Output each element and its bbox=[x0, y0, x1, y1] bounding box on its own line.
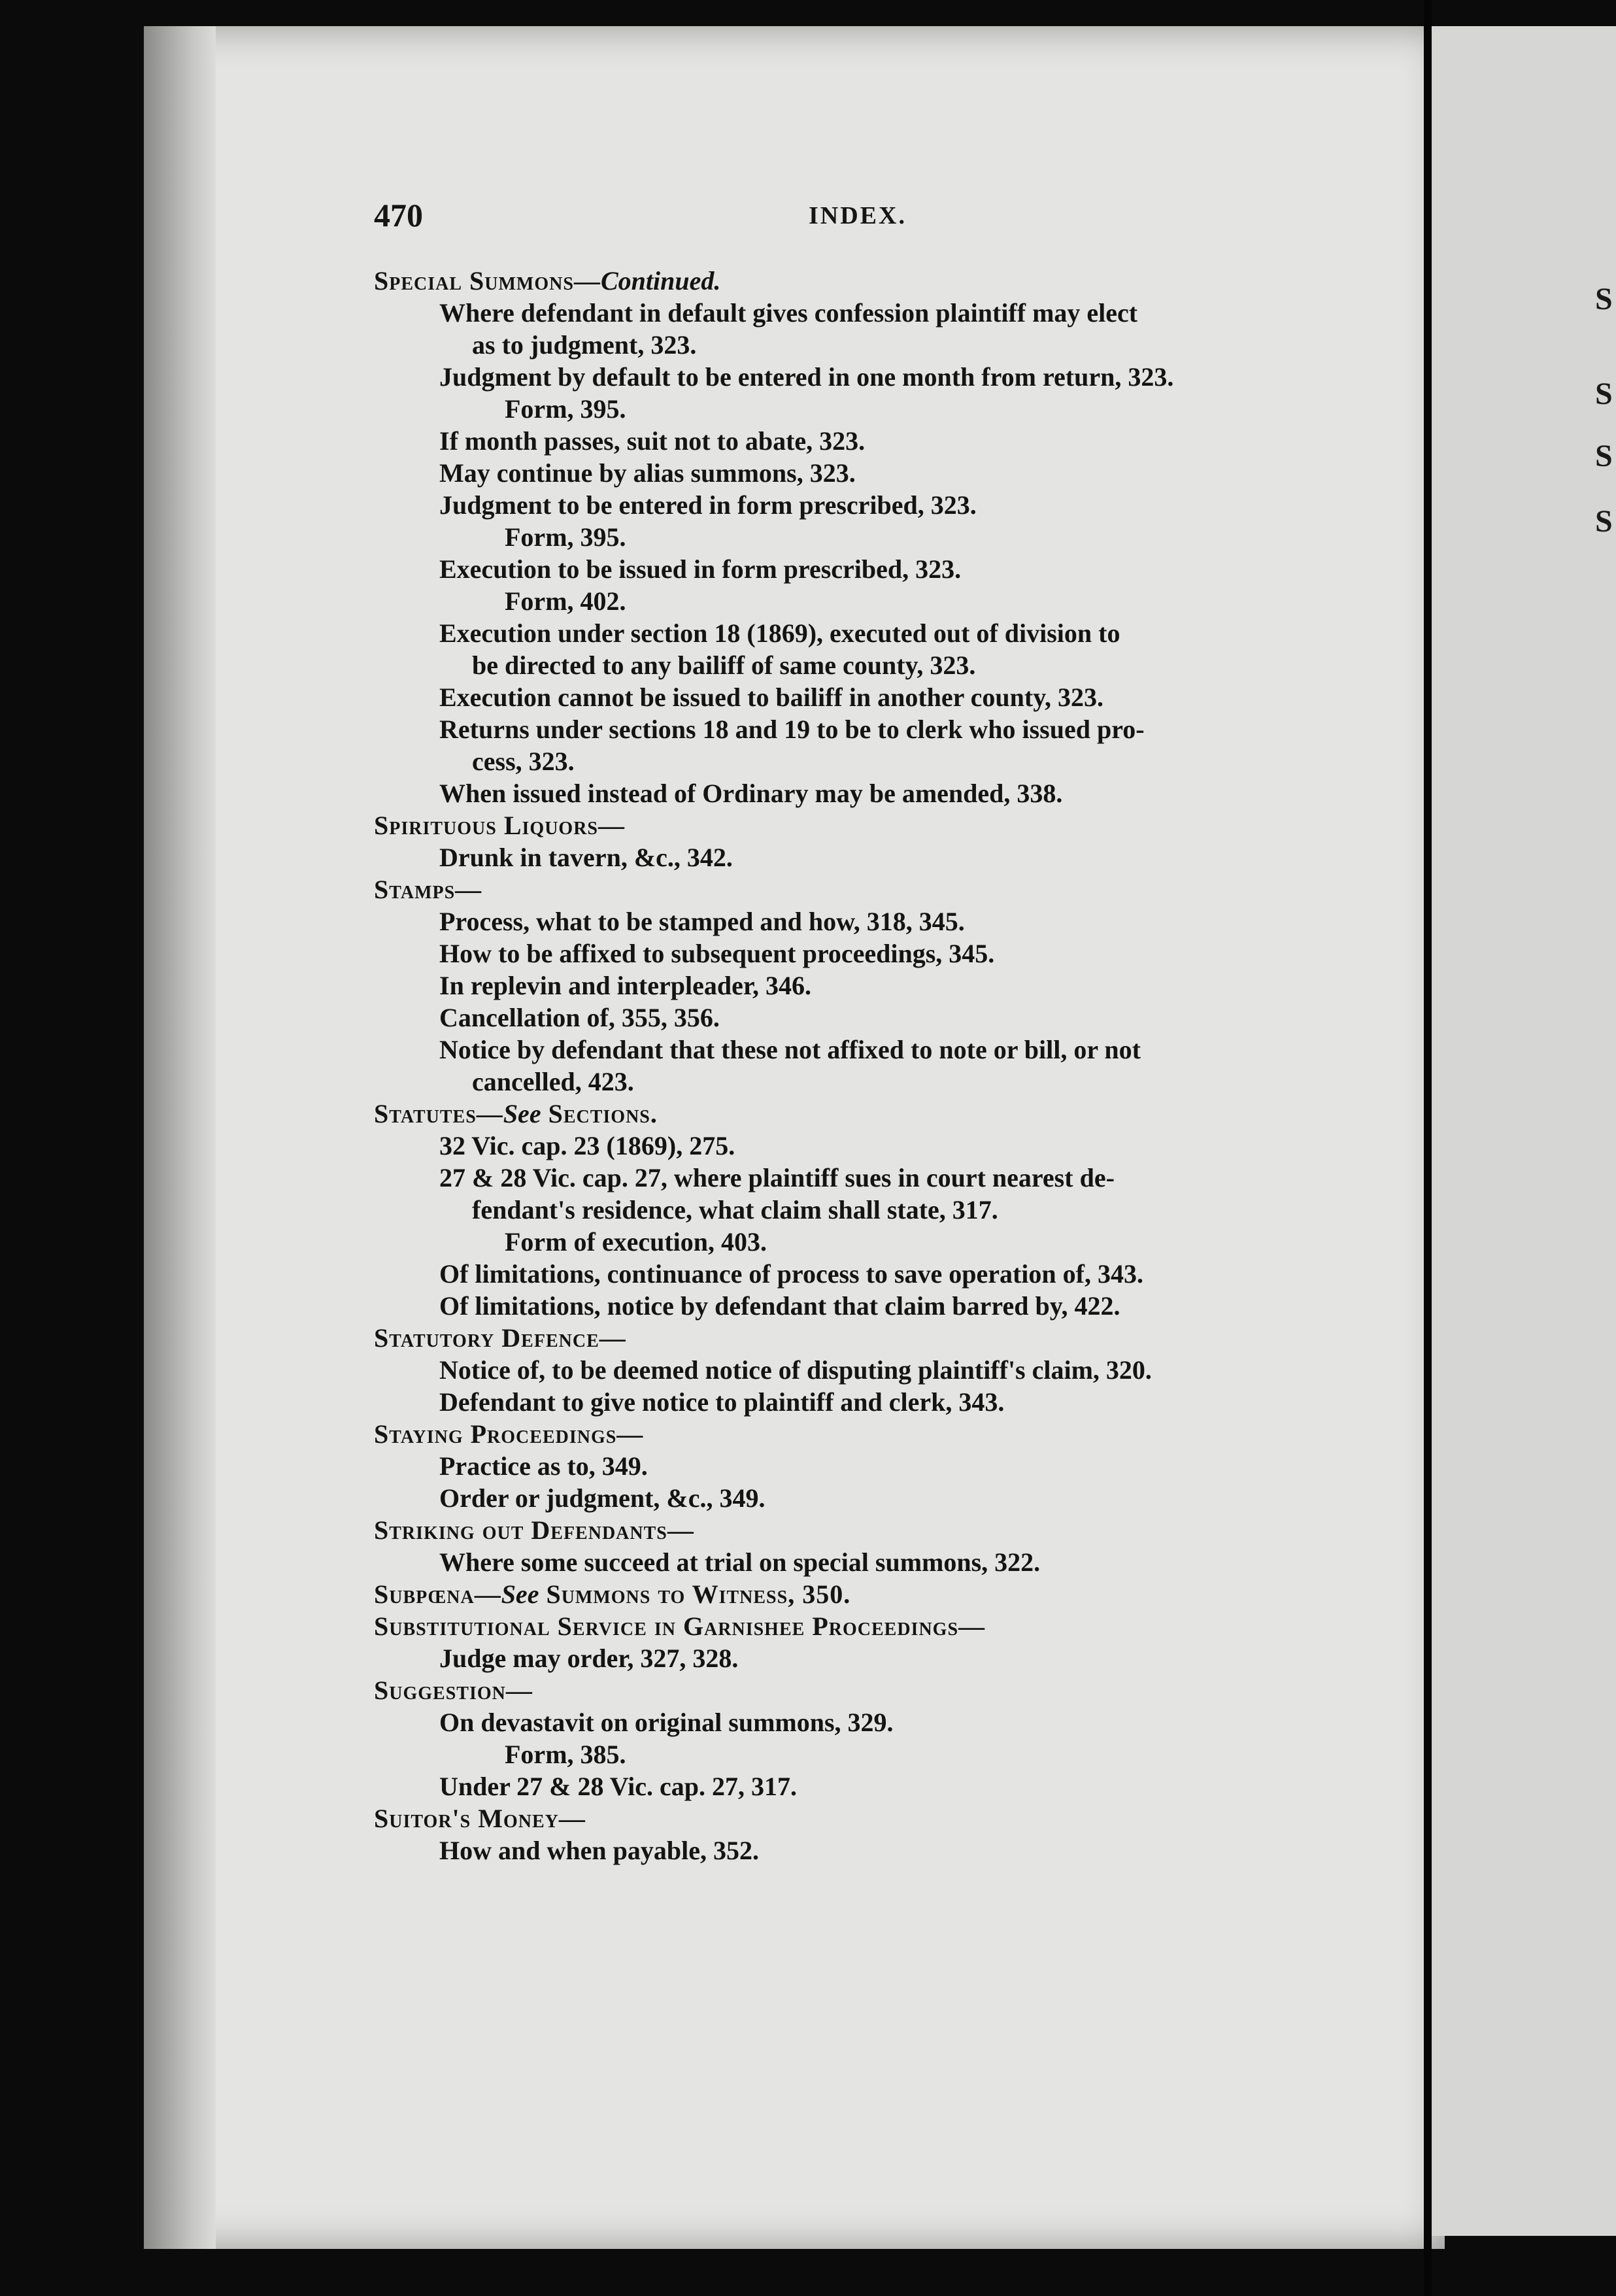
index-subentry bbox=[374, 905, 1341, 937]
index-subentry bbox=[374, 841, 1341, 873]
facing-page-strip bbox=[1432, 26, 1616, 2236]
heading-cross-reference: Sections. bbox=[541, 1099, 658, 1128]
facing-page-letter: S bbox=[1595, 377, 1613, 411]
entry-line: In replevin and interpleader, 346. bbox=[439, 971, 811, 1000]
facing-page-letter: S bbox=[1595, 282, 1613, 316]
entry-line: Order or judgment, &c., 349. bbox=[439, 1483, 766, 1513]
index-heading bbox=[374, 873, 1341, 905]
index-entries bbox=[374, 265, 1341, 1866]
index-heading bbox=[374, 809, 1341, 841]
entry-line: Process, what to be stamped and how, 318, 345. bbox=[439, 907, 965, 936]
facing-page-letter: S bbox=[1595, 504, 1613, 539]
entry-continuation-line: fendant's residence, what claim shall state, 317. bbox=[472, 1195, 998, 1224]
heading-italic: See bbox=[503, 1099, 541, 1128]
entry-line: Execution cannot be issued to bailiff in another county, 323. bbox=[439, 683, 1104, 712]
index-form-reference bbox=[374, 393, 1341, 425]
entry-line: Where some succeed at trial on special summons, 322. bbox=[439, 1547, 1041, 1577]
index-heading bbox=[374, 1322, 1341, 1354]
index-subentry bbox=[374, 777, 1341, 809]
entry-line: Form of execution, 403. bbox=[505, 1227, 767, 1257]
index-subentry bbox=[374, 457, 1341, 489]
index-subentry bbox=[374, 553, 1341, 585]
entry-line: Practice as to, 349. bbox=[439, 1451, 648, 1481]
index-subentry bbox=[374, 1290, 1341, 1322]
entry-line: Form, 402. bbox=[505, 586, 626, 616]
page-gutter bbox=[144, 26, 216, 2249]
entry-line: 27 & 28 Vic. cap. 27, where plaintiff sues in court nearest de- bbox=[439, 1163, 1115, 1192]
page-header bbox=[374, 196, 1335, 235]
heading-text: Statutory Defence— bbox=[374, 1323, 626, 1353]
index-subentry bbox=[374, 713, 1341, 777]
entry-line: Execution under section 18 (1869), executed out of division to bbox=[439, 618, 1120, 648]
entry-line: Returns under sections 18 and 19 to be to clerk who issued pro- bbox=[439, 715, 1145, 744]
index-form-reference bbox=[374, 521, 1341, 553]
entry-line: Judgment to be entered in form prescribed, 323. bbox=[439, 490, 977, 520]
index-heading bbox=[374, 1578, 1341, 1610]
entry-line: Drunk in tavern, &c., 342. bbox=[439, 843, 733, 872]
entry-line: Judgment by default to be entered in one month from return, 323. bbox=[439, 362, 1174, 392]
index-subentry bbox=[374, 1354, 1341, 1386]
index-subentry bbox=[374, 970, 1341, 1002]
entry-continuation-line: be directed to any bailiff of same county, 323. bbox=[472, 650, 976, 680]
entry-line: Judge may order, 327, 328. bbox=[439, 1644, 739, 1673]
entry-line: Where defendant in default gives confession plaintiff may elect bbox=[439, 298, 1138, 328]
index-subentry bbox=[374, 361, 1341, 393]
entry-line: When issued instead of Ordinary may be amended, 338. bbox=[439, 779, 1063, 808]
index-subentry bbox=[374, 1162, 1341, 1226]
index-heading bbox=[374, 1098, 1341, 1130]
entry-line: How to be affixed to subsequent proceedings, 345. bbox=[439, 939, 995, 968]
index-subentry bbox=[374, 297, 1341, 361]
index-subentry bbox=[374, 1706, 1341, 1738]
heading-text: Substitutional Service in Garnishee Proceedings— bbox=[374, 1612, 986, 1641]
index-heading bbox=[374, 265, 1341, 297]
index-subentry bbox=[374, 489, 1341, 521]
index-heading bbox=[374, 1802, 1341, 1834]
entry-line: How and when payable, 352. bbox=[439, 1836, 759, 1865]
entry-line: Form, 395. bbox=[505, 522, 626, 552]
entry-line: Of limitations, continuance of process to save operation of, 343. bbox=[439, 1259, 1143, 1289]
index-subentry bbox=[374, 1642, 1341, 1674]
page-number: 470 bbox=[374, 197, 423, 233]
running-head: INDEX. bbox=[809, 202, 907, 229]
index-subentry bbox=[374, 617, 1341, 681]
entry-line: If month passes, suit not to abate, 323. bbox=[439, 426, 866, 456]
entry-line: Form, 395. bbox=[505, 394, 626, 424]
entry-continuation-line: cess, 323. bbox=[472, 747, 575, 776]
heading-italic: See bbox=[501, 1579, 539, 1609]
index-subentry bbox=[374, 1834, 1341, 1866]
heading-text: Statutes— bbox=[374, 1099, 503, 1128]
entry-line: Form, 385. bbox=[505, 1740, 626, 1769]
index-heading bbox=[374, 1610, 1341, 1642]
heading-text: Subpœna— bbox=[374, 1579, 501, 1609]
heading-text: Spirituous Liquors— bbox=[374, 811, 625, 840]
heading-cross-reference: Summons to Witness, 350. bbox=[539, 1579, 851, 1609]
index-subentry bbox=[374, 1386, 1341, 1418]
entry-line: Defendant to give notice to plaintiff and clerk, 343. bbox=[439, 1387, 1005, 1417]
heading-text: Suitor's Money— bbox=[374, 1804, 586, 1833]
entry-line: Cancellation of, 355, 356. bbox=[439, 1003, 720, 1032]
entry-continuation-line: as to judgment, 323. bbox=[472, 330, 697, 360]
index-subentry bbox=[374, 1130, 1341, 1162]
index-subentry bbox=[374, 681, 1341, 713]
entry-line: Notice by defendant that these not affixed to note or bill, or not bbox=[439, 1035, 1141, 1064]
index-subentry bbox=[374, 1450, 1341, 1482]
index-heading bbox=[374, 1674, 1341, 1706]
index-form-reference bbox=[374, 1226, 1341, 1258]
entry-line: Of limitations, notice by defendant that claim barred by, 422. bbox=[439, 1291, 1120, 1321]
index-subentry bbox=[374, 1002, 1341, 1034]
index-subentry bbox=[374, 937, 1341, 970]
index-subentry bbox=[374, 1258, 1341, 1290]
index-heading bbox=[374, 1514, 1341, 1546]
entry-line: On devastavit on original summons, 329. bbox=[439, 1708, 894, 1737]
index-subentry bbox=[374, 1770, 1341, 1802]
index-form-reference bbox=[374, 585, 1341, 617]
entry-line: Execution to be issued in form prescribed, 323. bbox=[439, 554, 962, 584]
entry-line: 32 Vic. cap. 23 (1869), 275. bbox=[439, 1131, 735, 1160]
heading-italic: Continued. bbox=[600, 266, 721, 295]
index-subentry bbox=[374, 1546, 1341, 1578]
entry-line: Under 27 & 28 Vic. cap. 27, 317. bbox=[439, 1772, 798, 1801]
index-subentry bbox=[374, 425, 1341, 457]
heading-text: Striking out Defendants— bbox=[374, 1515, 694, 1545]
index-subentry bbox=[374, 1482, 1341, 1514]
entry-continuation-line: cancelled, 423. bbox=[472, 1067, 634, 1096]
entry-line: Notice of, to be deemed notice of disputing plaintiff's claim, 320. bbox=[439, 1355, 1152, 1385]
facing-page-letter: S bbox=[1595, 439, 1613, 473]
spine-crease bbox=[1424, 0, 1432, 2296]
index-heading bbox=[374, 1418, 1341, 1450]
heading-text: Suggestion— bbox=[374, 1676, 533, 1705]
index-form-reference bbox=[374, 1738, 1341, 1770]
heading-text: Staying Proceedings— bbox=[374, 1419, 644, 1449]
heading-text: Special Summons— bbox=[374, 266, 601, 295]
index-subentry bbox=[374, 1034, 1341, 1098]
heading-text: Stamps— bbox=[374, 875, 482, 904]
entry-line: May continue by alias summons, 323. bbox=[439, 458, 856, 488]
